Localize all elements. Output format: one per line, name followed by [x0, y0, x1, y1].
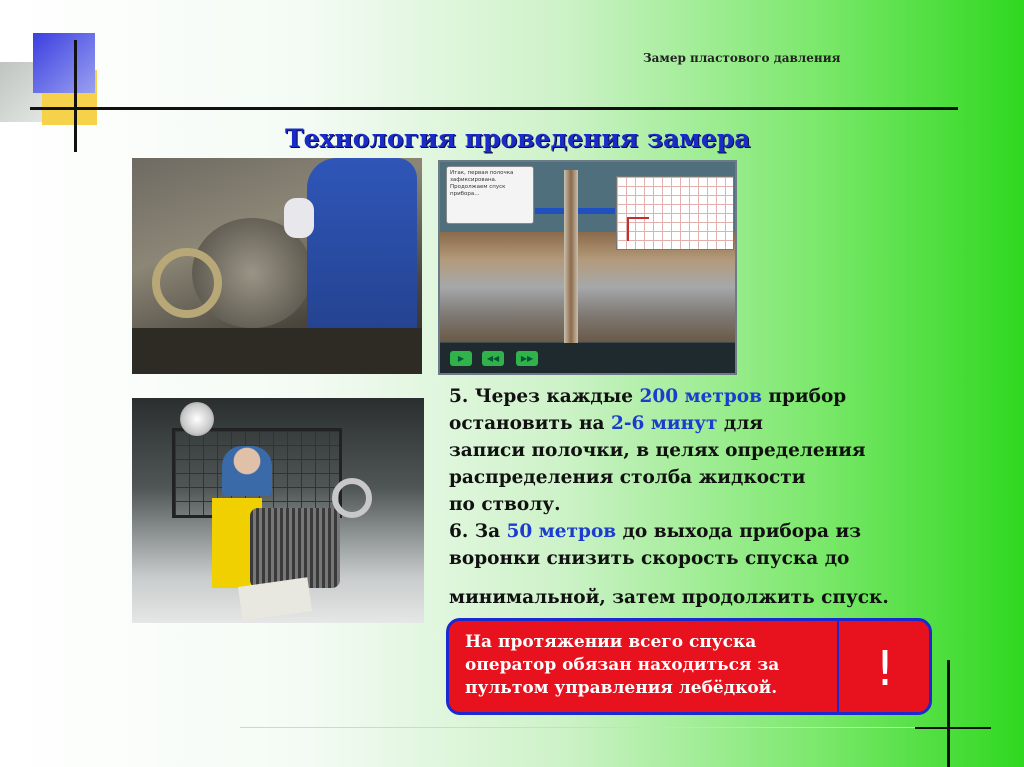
sim-control-bar [440, 343, 735, 373]
warning-line: пультом управления лебёдкой. [465, 678, 778, 698]
procedure-line: по стволу. [449, 494, 561, 515]
procedure-line: воронки снизить скорость спуска до [449, 548, 850, 569]
rewind-icon[interactable]: ◀◀ [482, 351, 504, 366]
sim-graph-curve [627, 217, 649, 241]
footer-cross-v [947, 660, 950, 767]
warning-divider [837, 621, 839, 712]
footer-cross-h [915, 727, 991, 729]
winch-wheel [332, 478, 372, 518]
warning-box [446, 618, 932, 715]
play-icon[interactable]: ▶ [450, 351, 472, 366]
warning-line: оператор обязан находиться за [465, 655, 780, 675]
exclamation-icon: ! [875, 641, 895, 697]
winch-photo [132, 158, 422, 374]
winch-gear [152, 248, 222, 318]
sim-message-box: Итак, первая полочка зафиксирована. Продолжаем спуск прибора... [446, 166, 534, 224]
header-vertical-rule [74, 40, 77, 152]
header-rule [30, 107, 958, 110]
operator-figure [222, 446, 272, 496]
procedure-line: 5. Через каждые 200 метров прибор [449, 386, 847, 407]
procedure-line: 6. За 50 метров до выхода прибора из [449, 521, 862, 542]
cabin-lamp [180, 402, 214, 436]
well-simulator-screenshot [438, 160, 737, 375]
warning-text [465, 631, 825, 700]
sim-pressure-graph [616, 176, 734, 250]
footer-rule [240, 727, 920, 728]
worker-glove [284, 198, 314, 238]
fast-forward-icon[interactable]: ▶▶ [516, 351, 538, 366]
sim-wellbore [564, 170, 578, 360]
slide-title: Технология проведения замера [285, 124, 751, 153]
section-title: Замер пластового давления [643, 51, 841, 65]
procedure-line: остановить на 2-6 минут для [449, 413, 763, 434]
procedure-text [449, 383, 969, 611]
winch-base [132, 328, 422, 374]
winch-cable-drum [250, 508, 340, 588]
warning-line: На протяжении всего спуска [465, 632, 757, 652]
procedure-line: распределения столба жидкости [449, 467, 806, 488]
winch-cabin-photo [132, 398, 424, 623]
decor-square-blue [33, 33, 95, 93]
procedure-line: записи полочки, в целях определения [449, 440, 866, 461]
procedure-line: минимальной, затем продолжить спуск. [449, 587, 889, 608]
